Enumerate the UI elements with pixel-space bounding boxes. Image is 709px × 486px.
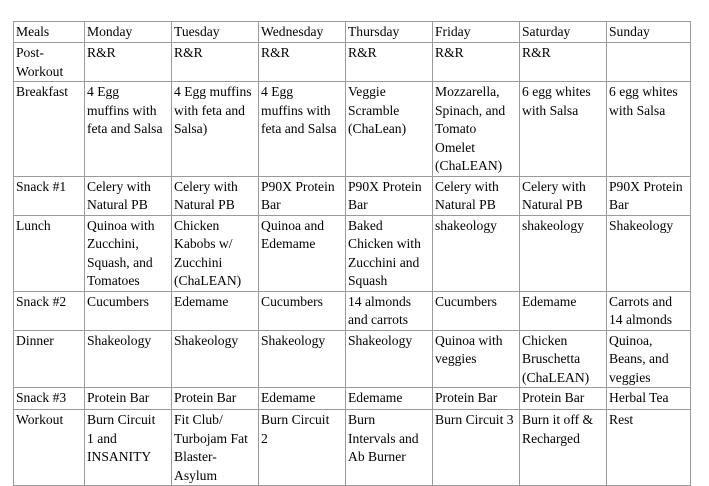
- meal-cell: Shakeology: [346, 330, 433, 388]
- table-row: [14, 215, 691, 291]
- meal-cell: R&R: [172, 43, 259, 82]
- meal-cell: 4 Egg muffins with feta and Salsa): [172, 82, 259, 177]
- header-day-cell: Friday: [433, 22, 520, 43]
- meal-cell: 4 Egg muffins with feta and Salsa: [85, 82, 172, 177]
- meal-cell: Quinoa with veggies: [433, 330, 520, 388]
- meal-label-cell: Snack #2: [14, 291, 85, 330]
- meal-label-cell: Post- Workout: [14, 43, 85, 82]
- meal-cell: Quinoa and Edemame: [259, 215, 346, 291]
- meal-cell: R&R: [259, 43, 346, 82]
- meal-cell: R&R: [85, 43, 172, 82]
- meal-cell: shakeology: [433, 215, 520, 291]
- meal-plan-table: [13, 21, 691, 486]
- meal-label-cell: Snack #3: [14, 388, 85, 410]
- meal-cell: Celery with Natural PB: [520, 176, 607, 215]
- header-corner-cell: Meals: [14, 22, 85, 43]
- meal-label-cell: Lunch: [14, 215, 85, 291]
- table-row: [14, 176, 691, 215]
- meal-cell: Herbal Tea: [607, 388, 691, 410]
- meal-cell: Celery with Natural PB: [172, 176, 259, 215]
- meal-cell: P90X Protein Bar: [607, 176, 691, 215]
- meal-cell: Rest: [607, 410, 691, 486]
- table-row: [14, 410, 691, 486]
- meal-label-cell: Snack #1: [14, 176, 85, 215]
- meal-cell: R&R: [520, 43, 607, 82]
- meal-cell: R&R: [346, 43, 433, 82]
- meal-cell: Burn Intervals and Ab Burner: [346, 410, 433, 486]
- meal-cell: Shakeology: [607, 215, 691, 291]
- meal-cell: 6 egg whites with Salsa: [607, 82, 691, 177]
- meal-cell: Shakeology: [259, 330, 346, 388]
- meal-cell: Fit Club/ Turbojam Fat Blaster- Asylum: [172, 410, 259, 486]
- meal-cell: Quinoa with Zucchini, Squash, and Tomatoes: [85, 215, 172, 291]
- meal-cell: Cucumbers: [259, 291, 346, 330]
- header-day-cell: Monday: [85, 22, 172, 43]
- meal-cell: P90X Protein Bar: [259, 176, 346, 215]
- meal-cell: Celery with Natural PB: [85, 176, 172, 215]
- meal-cell: Shakeology: [85, 330, 172, 388]
- meal-cell: Cucumbers: [433, 291, 520, 330]
- meal-cell: Baked Chicken with Zucchini and Squash: [346, 215, 433, 291]
- meal-cell: Chicken Bruschetta (ChaLEAN): [520, 330, 607, 388]
- meal-cell: Shakeology: [172, 330, 259, 388]
- meal-cell: Burn Circuit 1 and INSANITY: [85, 410, 172, 486]
- meal-cell: Edemame: [346, 388, 433, 410]
- meal-cell: Veggie Scramble (ChaLean): [346, 82, 433, 177]
- meal-cell: Protein Bar: [520, 388, 607, 410]
- meal-cell: P90X Protein Bar: [346, 176, 433, 215]
- meal-cell: Burn it off & Recharged: [520, 410, 607, 486]
- meal-cell: Quinoa, Beans, and veggies: [607, 330, 691, 388]
- meal-cell: Protein Bar: [433, 388, 520, 410]
- meal-cell: Protein Bar: [172, 388, 259, 410]
- header-day-cell: Wednesday: [259, 22, 346, 43]
- meal-cell: 6 egg whites with Salsa: [520, 82, 607, 177]
- table-row: [14, 43, 691, 82]
- meal-label-cell: Dinner: [14, 330, 85, 388]
- meal-cell: 14 almonds and carrots: [346, 291, 433, 330]
- meal-cell: [607, 43, 691, 82]
- meal-cell: Chicken Kabobs w/ Zucchini (ChaLEAN): [172, 215, 259, 291]
- meal-cell: Edemame: [520, 291, 607, 330]
- meal-cell: R&R: [433, 43, 520, 82]
- meal-cell: Mozzarella, Spinach, and Tomato Omelet (ChaLEAN): [433, 82, 520, 177]
- meal-cell: Celery with Natural PB: [433, 176, 520, 215]
- meal-cell: Protein Bar: [85, 388, 172, 410]
- meal-cell: Burn Circuit 3: [433, 410, 520, 486]
- meal-cell: Carrots and 14 almonds: [607, 291, 691, 330]
- table-row: [14, 291, 691, 330]
- header-day-cell: Sunday: [607, 22, 691, 43]
- table-row: [14, 330, 691, 388]
- meal-cell: Burn Circuit 2: [259, 410, 346, 486]
- header-day-cell: Tuesday: [172, 22, 259, 43]
- meal-cell: 4 Egg muffins with feta and Salsa: [259, 82, 346, 177]
- table-row: [14, 82, 691, 177]
- meal-cell: Edemame: [172, 291, 259, 330]
- header-row: [14, 22, 691, 43]
- meal-cell: shakeology: [520, 215, 607, 291]
- meal-cell: Edemame: [259, 388, 346, 410]
- meal-label-cell: Breakfast: [14, 82, 85, 177]
- table-row: [14, 388, 691, 410]
- header-day-cell: Thursday: [346, 22, 433, 43]
- meal-cell: Cucumbers: [85, 291, 172, 330]
- header-day-cell: Saturday: [520, 22, 607, 43]
- meal-label-cell: Workout: [14, 410, 85, 486]
